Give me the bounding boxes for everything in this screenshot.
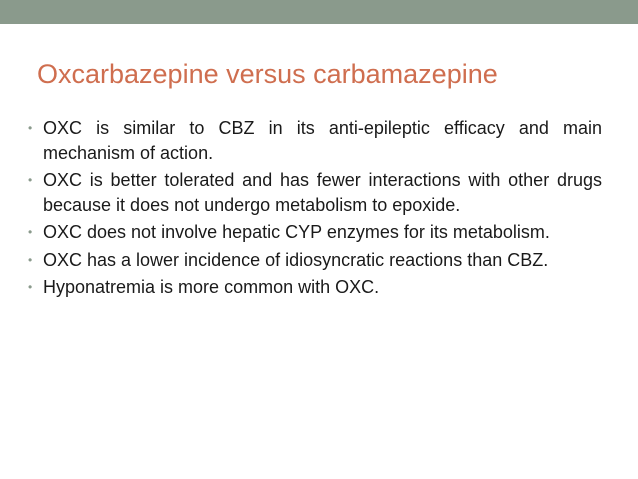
bullet-item bbox=[26, 168, 602, 217]
bullet-text: OXC is similar to CBZ in its anti-epileptic efficacy and main mechanism of action. bbox=[43, 118, 602, 163]
top-accent-bar bbox=[0, 0, 638, 24]
slide-title: Oxcarbazepine versus carbamazepine bbox=[37, 59, 498, 89]
bullet-dot-icon: • bbox=[28, 225, 33, 239]
bullet-item bbox=[26, 248, 602, 273]
bullet-text: OXC does not involve hepatic CYP enzymes for its metabolism. bbox=[43, 222, 550, 242]
bullet-dot-icon: • bbox=[28, 280, 33, 294]
bullet-list bbox=[26, 116, 602, 303]
bullet-text: Hyponatremia is more common with OXC. bbox=[43, 277, 380, 297]
bullet-item bbox=[26, 275, 602, 300]
bullet-dot-icon: • bbox=[28, 121, 33, 135]
bullet-item bbox=[26, 220, 602, 245]
bullet-text: OXC is better tolerated and has fewer interactions with other drugs because it does not undergo metabolism to epoxide. bbox=[43, 170, 602, 215]
bullet-dot-icon: • bbox=[28, 252, 33, 267]
bullet-item bbox=[26, 116, 602, 165]
bullet-text: OXC has a lower incidence of idiosyncratic reactions than CBZ. bbox=[43, 249, 549, 270]
bullet-dot-icon: • bbox=[28, 173, 33, 187]
